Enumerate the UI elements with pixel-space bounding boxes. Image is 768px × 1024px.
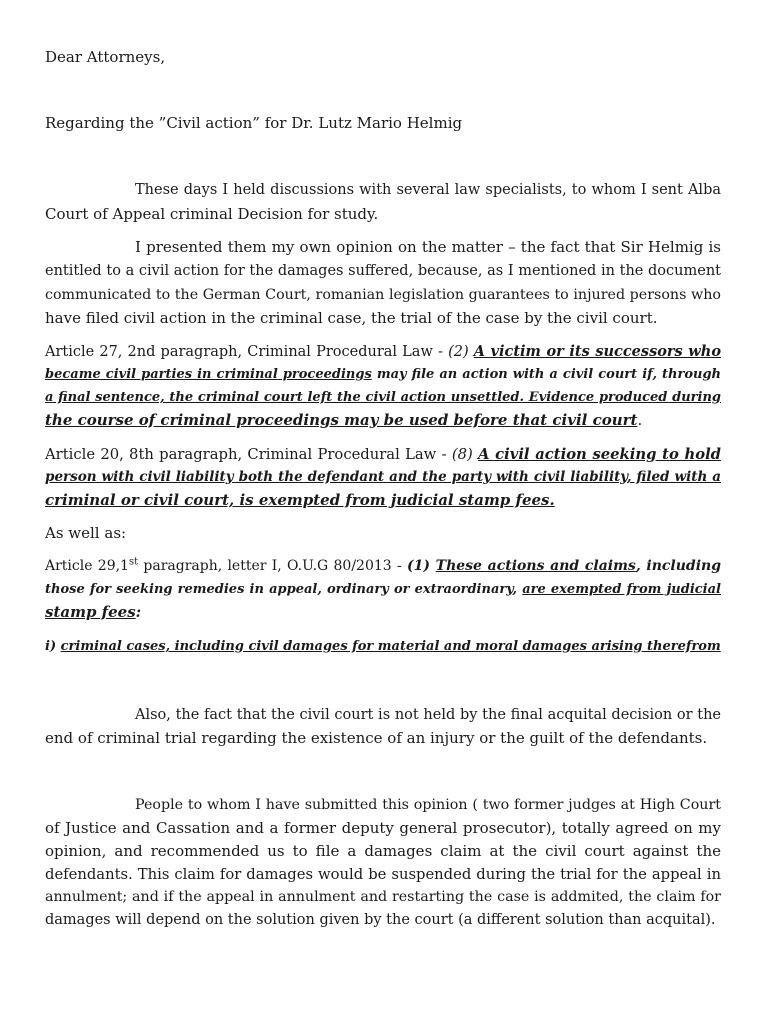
art20-text-3: criminal or civil court, is exempted from judicial stamp fees. [45, 491, 555, 509]
art29-ref-a: Article 29,1 [45, 558, 129, 574]
p3-line-1: Also, the fact that the civil court is not held by the final acquital decision or the [135, 707, 721, 723]
art27-ref: Article 27, 2nd paragraph, Criminal Procedural Law - [45, 344, 449, 360]
art29-ref-b: paragraph, letter I, O.U.G 80/2013 - [138, 558, 407, 574]
art27-end: . [637, 411, 643, 429]
p2-line-2: entitled to a civil action for the damages suffered, because, as I mentioned in the document [45, 263, 721, 279]
art29-line-2 [45, 578, 721, 602]
art29-text-1b: , including [635, 558, 721, 574]
art29-text-2u: are exempted from judicial [522, 582, 721, 597]
p2-line-3: communicated to the German Court, romanian legislation guarantees to injured persons who [45, 287, 721, 303]
p4-line-4: defendants. This claim for damages would be suspended during the trial for the appeal in [45, 866, 721, 883]
art29-i-text: criminal cases, including civil damages for material and moral damages arising therefrom [60, 639, 721, 654]
p4-line-2: of Justice and Cassation and a former deputy general prosecutor), totally agreed on my [45, 819, 721, 837]
as-well-as: As well as: [45, 524, 127, 542]
art29-i-label: i) [45, 639, 61, 654]
p1-line-1: These days I held discussions with several law specialists, to whom I sent Alba [135, 182, 721, 198]
art27-num: (2) [448, 344, 474, 360]
art27-line-1 [45, 340, 721, 365]
art29-text-2: those for seeking remedies in appeal, ordinary or extraordinary, [45, 582, 523, 597]
art20-num: (8) [451, 446, 478, 463]
art20-text-1: A civil action seeking to hold [478, 446, 721, 463]
art29-text-3end: : [135, 603, 142, 621]
p2-line-4: have filed civil action in the criminal case, the trial of the case by the civil court. [45, 309, 658, 327]
art27-line-2 [45, 363, 721, 387]
art27-text-2: became civil parties in criminal proceedings [45, 367, 372, 382]
art20-line-3 [45, 489, 555, 513]
art27-text-4: the course of criminal proceedings may be used before that civil court [45, 411, 638, 429]
art29-item-i [45, 635, 721, 659]
art29-num: (1) [406, 558, 436, 574]
art20-ref: Article 20, 8th paragraph, Criminal Procedural Law - [45, 446, 452, 463]
art27-line-3 [45, 386, 721, 410]
p4-line-1: People to whom I have submitted this opinion ( two former judges at High Court [135, 797, 721, 813]
art20-text-2: person with civil liability both the defendant and the party with civil liability, filed with a [45, 469, 721, 485]
art29-text-3: stamp fees [45, 603, 136, 621]
art20-line-1 [45, 443, 721, 467]
art27-text-1: A victim or its successors who [473, 343, 721, 360]
art27-text-2b: may file an action with a civil court if, through [371, 367, 722, 382]
art27-line-4 [45, 409, 642, 433]
p2-line-1: I presented them my own opinion on the matter – the fact that Sir Helmig is [135, 238, 721, 256]
art20-line-2 [45, 466, 721, 490]
art29-line-1 [45, 555, 721, 579]
subject-line: Regarding the ”Civil action” for Dr. Lutz Mario Helmig [45, 114, 463, 132]
p1-line-2: Court of Appeal criminal Decision for study. [45, 205, 379, 223]
p4-line-6: damages will depend on the solution given by the court (a different solution than acquital). [45, 912, 716, 928]
salutation: Dear Attorneys, [45, 48, 166, 66]
art29-text-1: These actions and claims [435, 558, 636, 574]
art29-ref-sup: st [128, 556, 139, 568]
p4-line-3: opinion, and recommended us to file a damages claim at the civil court against the [45, 842, 721, 860]
art29-line-3 [45, 601, 141, 625]
art27-text-3: a final sentence, the criminal court left the civil action unsettled. Evidence produced during [45, 390, 721, 405]
p4-line-5: annulment; and if the appeal in annulment and restarting the case is addmited, the claim for [45, 889, 721, 905]
p3-line-2: end of criminal trial regarding the existence of an injury or the guilt of the defendants. [45, 729, 708, 747]
